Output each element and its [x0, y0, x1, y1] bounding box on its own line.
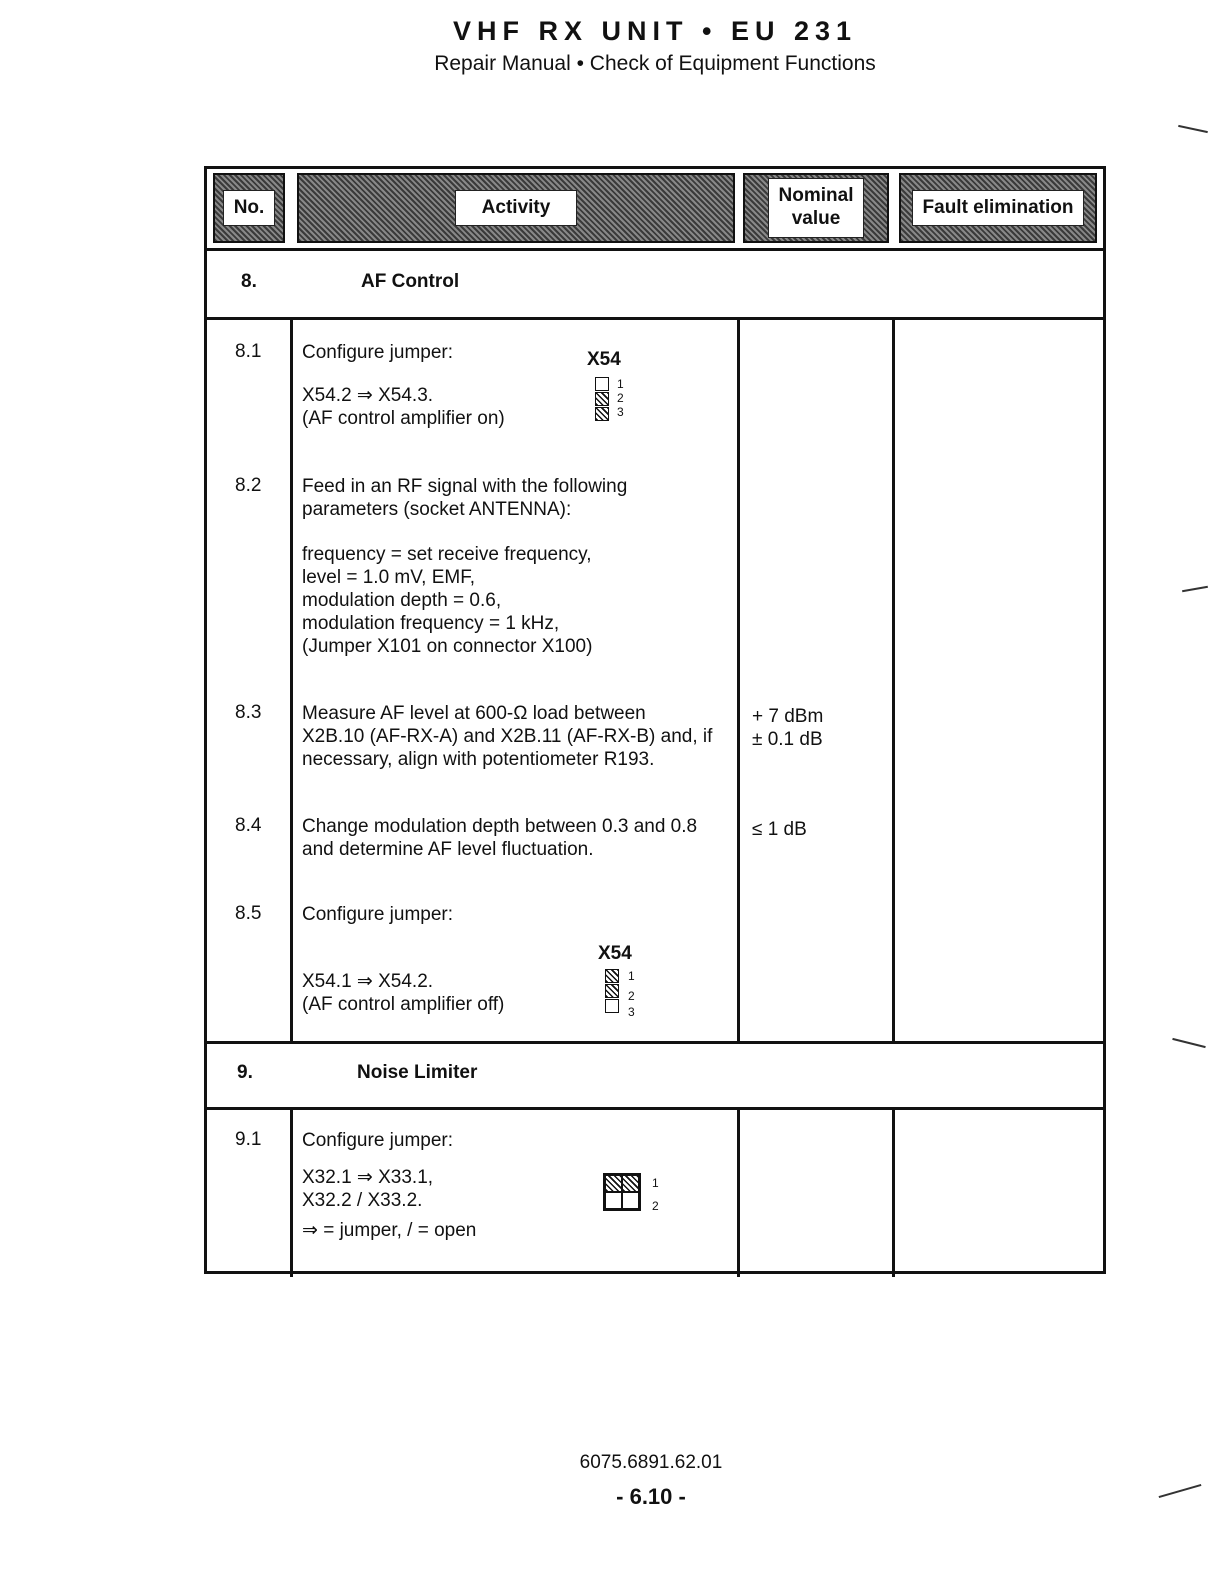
pin-number: 2: [628, 989, 635, 1003]
activity-line: (AF control amplifier off): [302, 994, 505, 1015]
jumper-x32-x33-diagram: [603, 1173, 641, 1211]
column-divider: [892, 1107, 895, 1277]
activity-line: level = 1.0 mV, EMF,: [302, 567, 476, 588]
column-divider: [737, 317, 740, 1041]
activity-text: [302, 1129, 476, 1242]
scan-mark: [1182, 586, 1208, 592]
activity-line: X54.2 ⇒ X54.3.: [302, 385, 434, 406]
activity-line: Feed in an RF signal with the following: [302, 476, 628, 497]
divider: [207, 1107, 1103, 1110]
activity-line: parameters (socket ANTENNA):: [302, 499, 572, 520]
activity-line: ⇒ = jumper, / = open: [302, 1220, 477, 1241]
row-number: 9.1: [235, 1129, 262, 1150]
document-number: 6075.6891.62.01: [579, 1452, 723, 1473]
row-number: 8.3: [235, 702, 262, 723]
jumper-pin: [605, 999, 619, 1013]
pin-number: 1: [652, 1176, 659, 1190]
nominal-line: ≤ 1 dB: [752, 819, 807, 840]
section-number: 8.: [241, 271, 257, 292]
activity-line: frequency = set receive frequency,: [302, 544, 592, 565]
jumper-pin-bridged: [605, 969, 619, 983]
divider: [207, 1041, 1103, 1044]
header-cell-fault: [899, 173, 1097, 243]
activity-line: necessary, align with potentiometer R193.: [302, 749, 655, 770]
activity-text: [302, 702, 712, 771]
activity-line: X32.2 / X33.2.: [302, 1190, 423, 1211]
jumper-label: X54: [587, 349, 621, 370]
activity-line: modulation depth = 0.6,: [302, 590, 502, 611]
check-table: [204, 166, 1106, 1274]
nominal-line: + 7 dBm: [752, 706, 824, 727]
activity-line: Measure AF level at 600-Ω load between: [302, 703, 646, 724]
header-cell-no: [213, 173, 285, 243]
activity-line: Configure jumper:: [302, 342, 454, 363]
jumper-label: X54: [598, 943, 632, 964]
activity-line: X2B.10 (AF-RX-A) and X2B.11 (AF-RX-B) and, if: [302, 726, 713, 747]
header-no: No.: [223, 190, 276, 227]
scan-mark: [1178, 125, 1208, 133]
nominal-value: [752, 705, 823, 751]
activity-line: and determine AF level fluctuation.: [302, 839, 594, 860]
header-nominal: [768, 178, 865, 238]
column-divider: [892, 317, 895, 1041]
spacer: [302, 364, 505, 384]
section-title: AF Control: [361, 271, 460, 292]
pin-number: 1: [628, 969, 635, 983]
section-title: Noise Limiter: [357, 1062, 478, 1083]
pin-number: 3: [617, 405, 624, 419]
spacer: [302, 521, 627, 543]
spacer: [302, 1152, 476, 1166]
table-header: [207, 169, 1103, 251]
row-number: 8.4: [235, 815, 262, 836]
header-nominal-line1: Nominal: [778, 185, 854, 207]
spacer: [302, 926, 504, 970]
column-divider: [290, 1107, 293, 1277]
jumper-pin: [622, 1192, 639, 1209]
jumper-x54-diagram: [595, 377, 609, 422]
activity-line: Configure jumper:: [302, 904, 454, 925]
row-number: 8.5: [235, 903, 262, 924]
jumper-pin-bridged: [605, 984, 619, 998]
pin-number: 3: [628, 1005, 635, 1019]
nominal-value: [752, 818, 807, 841]
document-subtitle: Repair Manual • Check of Equipment Functions: [434, 52, 876, 75]
scan-mark: [1172, 1038, 1205, 1048]
jumper-pin-bridged: [595, 407, 609, 421]
column-divider: [290, 317, 293, 1041]
section-number: 9.: [237, 1062, 253, 1083]
pin-number: 1: [617, 377, 624, 391]
pin-number: 2: [652, 1199, 659, 1213]
jumper-pin: [605, 1192, 622, 1209]
activity-line: Change modulation depth between 0.3 and 0.8: [302, 816, 698, 837]
activity-line: modulation frequency = 1 kHz,: [302, 613, 560, 634]
page-number: - 6.10 -: [616, 1484, 686, 1509]
activity-line: X54.1 ⇒ X54.2.: [302, 971, 434, 992]
jumper-x54-diagram: [605, 969, 619, 1014]
header-cell-nominal: [743, 173, 889, 243]
header-cell-activity: [297, 173, 735, 243]
activity-line: Configure jumper:: [302, 1130, 454, 1151]
header-fault: Fault elimination: [912, 190, 1085, 227]
activity-line: X32.1 ⇒ X33.1,: [302, 1167, 434, 1188]
row-number: 8.2: [235, 475, 262, 496]
divider: [207, 317, 1103, 320]
document-title: VHF RX UNIT • EU 231: [452, 16, 857, 46]
nominal-line: ± 0.1 dB: [752, 729, 823, 750]
jumper-pin-bridged: [605, 1175, 622, 1192]
jumper-pin-bridged: [595, 392, 609, 406]
activity-text: [302, 903, 504, 1016]
activity-text: [302, 475, 627, 658]
header-activity: Activity: [455, 190, 578, 227]
row-number: 8.1: [235, 341, 262, 362]
header-nominal-line2: value: [791, 208, 841, 229]
column-divider: [737, 1107, 740, 1277]
activity-line: (AF control amplifier on): [302, 408, 505, 429]
activity-line: (Jumper X101 on connector X100): [302, 636, 593, 657]
activity-text: [302, 815, 697, 861]
activity-text: [302, 341, 505, 430]
jumper-pin: [595, 377, 609, 391]
jumper-pin-bridged: [622, 1175, 639, 1192]
pin-number: 2: [617, 391, 624, 405]
